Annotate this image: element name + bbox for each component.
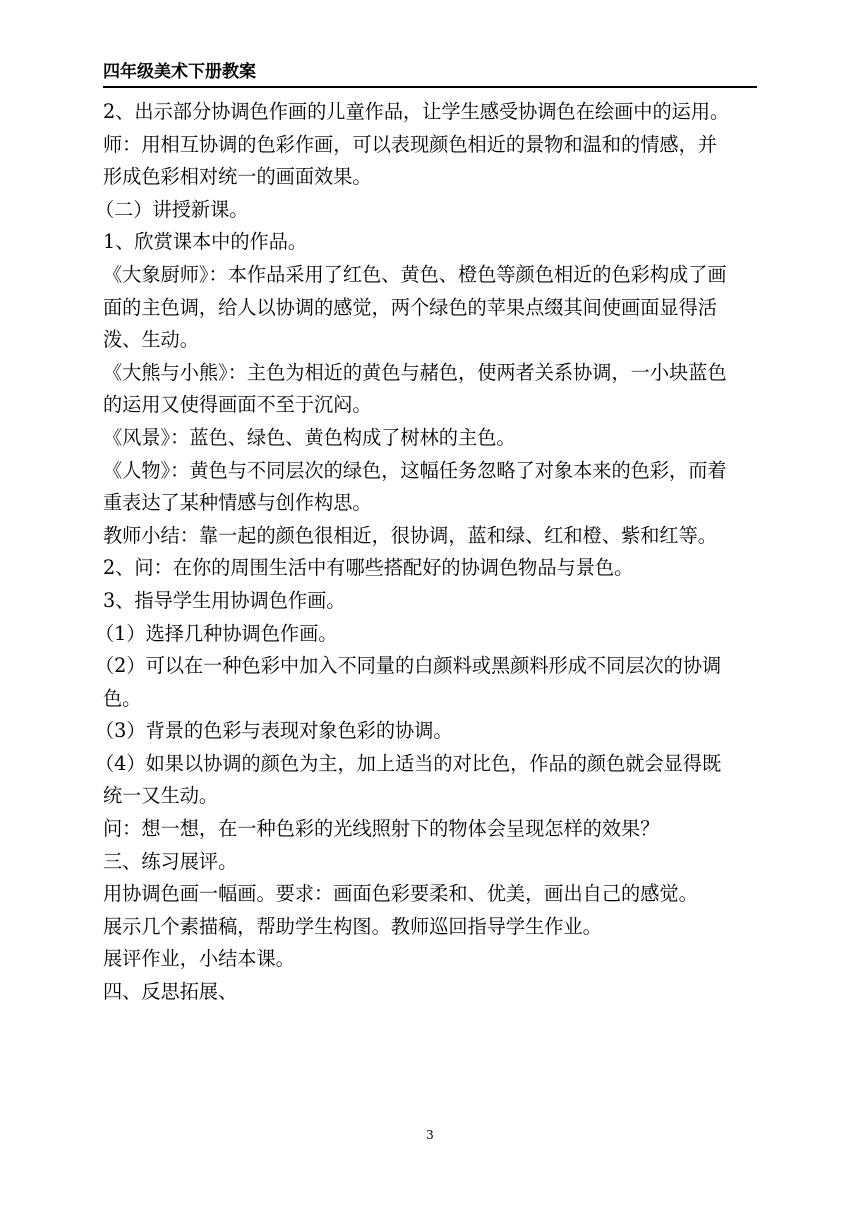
page-header xyxy=(103,60,757,88)
text-line: 的运用又使得画面不至于沉闷。 xyxy=(103,393,372,417)
list-item: （3）背景的色彩与表现对象色彩的协调。 xyxy=(95,719,453,743)
text-line: 师：用相互协调的色彩作画，可以表现颜色相近的景物和温和的情感，并 xyxy=(103,132,717,156)
text-line: 《风景》：蓝色、绿色、黄色构成了树林的主色。 xyxy=(103,425,516,449)
section-heading: 三、练习展评。 xyxy=(103,849,238,873)
text-line: 问：想一想，在一种色彩的光线照射下的物体会呈现怎样的效果？ xyxy=(103,817,660,841)
text-line: 展评作业，小结本课。 xyxy=(103,947,295,971)
text-line: 展示几个素描稿，帮助学生构图。教师巡回指导学生作业。 xyxy=(103,914,602,938)
text-line: 2、出示部分协调色作画的儿童作品，让学生感受协调色在绘画中的运用。 xyxy=(103,100,730,123)
text-line: 用协调色画一幅画。要求：画面色彩要柔和、优美，画出自己的感觉。 xyxy=(103,882,698,906)
section-heading: 四、反思拓展、 xyxy=(103,980,238,1004)
text-line: 教师小结：靠一起的颜色很相近，很协调，蓝和绿、红和橙、紫和红等。 xyxy=(103,523,717,547)
document-body xyxy=(95,96,759,1009)
list-item: （1）选择几种协调色作画。 xyxy=(95,621,338,645)
text-line: 泼、生动。 xyxy=(103,328,199,352)
text-line: 面的主色调，给人以协调的感觉，两个绿色的苹果点缀其间使画面显得活 xyxy=(103,295,717,319)
header-title: 四年级美术下册教案 xyxy=(103,62,256,82)
text-line: 《大熊与小熊》：主色为相近的黄色与赭色，使两者关系协调，一小块蓝色 xyxy=(103,360,727,384)
list-item: （2）可以在一种色彩中加入不同量的白颜料或黑颜料形成不同层次的协调 xyxy=(95,654,722,678)
text-line: 色。 xyxy=(103,686,142,710)
text-line: 形成色彩相对统一的画面效果。 xyxy=(103,165,372,189)
text-line: 统一又生动。 xyxy=(103,784,219,808)
list-item: （4）如果以协调的颜色为主，加上适当的对比色，作品的颜色就会显得既 xyxy=(95,751,722,775)
text-line: 2、问：在你的周围生活中有哪些搭配好的协调色物品与景色。 xyxy=(103,556,634,580)
text-line: 《人物》：黄色与不同层次的绿色，这幅任务忽略了对象本来的色彩，而着 xyxy=(103,458,727,482)
text-line: 3、指导学生用协调色作画。 xyxy=(103,588,346,612)
page-number: 3 xyxy=(426,1128,434,1142)
text-line: 《大象厨师》：本作品采用了红色、黄色、橙色等颜色相近的色彩构成了画 xyxy=(103,262,727,286)
section-heading: （二）讲授新课。 xyxy=(95,197,249,221)
text-line: 1、欣赏课本中的作品。 xyxy=(103,230,308,254)
text-line: 重表达了某种情感与创作构思。 xyxy=(103,491,372,515)
